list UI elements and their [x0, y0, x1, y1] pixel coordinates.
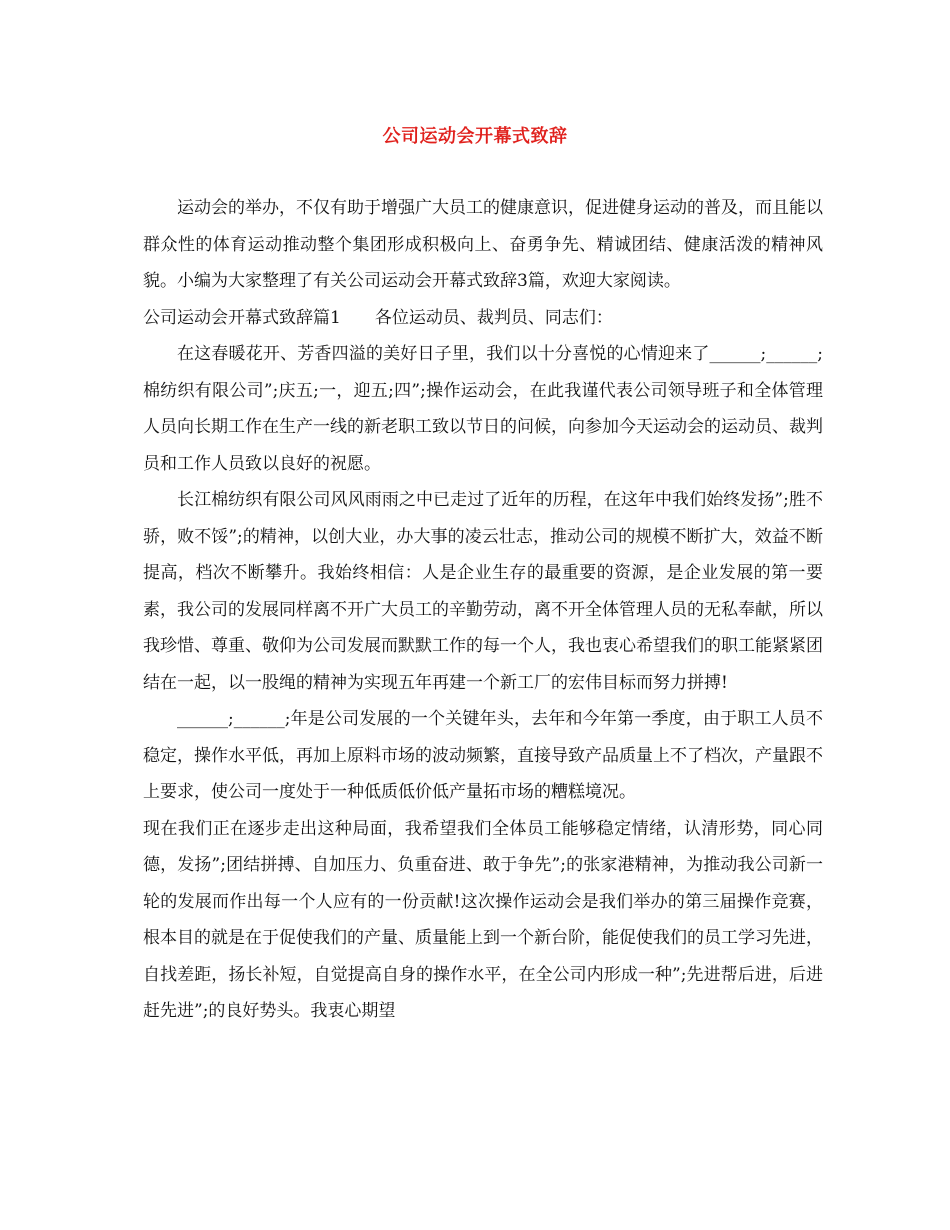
body-paragraph: 长江棉纺织有限公司风风雨雨之中已走过了近年的历程，在这年中我们始终发扬”;胜不骄，败不馁”;的精神，以创大业，办大事的凌云壮志，推动公司的规模不断扩大，效益不断提高，档次不断攀升。我始终相信：人是企业生存的最重要的资源，是企业发展的第一要素，我公司的发展同样离不开广大员工的辛勤劳动，离不开全体管理人员的无私奉献，所以我珍惜、尊重、敬仰为公司发展而默默工作的每一个人，我也衷心希望我们的职工能紧紧团结在一起，以一股绳的精神为实现五年再建一个新工厂的宏伟目标而努力拼搏!	[143, 490, 823, 693]
body-paragraph: 在这春暖花开、芳香四溢的美好日子里，我们以十分喜悦的心情迎来了______;______;棉纺织有限公司”;庆五;一，迎五;四”;操作运动会，在此我谨代表公司领导班子和全体管理人员向长期工作在生产一线的新老职工致以节日的问候，向参加今天运动会的运动员、裁判员和工作人员致以良好的祝愿。	[143, 344, 823, 474]
document-title: 公司运动会开幕式致辞	[382, 126, 568, 147]
body-paragraph: 现在我们正在逐步走出这种局面，我希望我们全体员工能够稳定情绪，认清形势，同心同德，发扬”;团结拼搏、自加压力、负重奋进、敢于争先”;的张家港精神，为推动我公司新一轮的发展而作出每一个人应有的一份贡献!这次操作运动会是我们举办的第三届操作竞赛，根本目的就是在于促使我们的产量、质量能上到一个新台阶，能促使我们的员工学习先进，自找差距，扬长补短，自觉提高自身的操作水平，在全公司内形成一种”;先进帮后进，后进赶先进”;的良好势头。我衷心期望	[143, 818, 823, 1021]
document-body	[143, 190, 823, 1030]
body-paragraph: ______;______;年是公司发展的一个关键年头，去年和今年第一季度，由于职工人员不稳定，操作水平低，再加上原料市场的波动频繁，直接导致产品质量上不了档次，产量跟不上要求，使公司一度处于一种低质低价低产量拓市场的糟糕境况。	[143, 709, 823, 802]
section-heading-line: 公司运动会开幕式致辞篇1 各位运动员、裁判员、同志们：	[143, 307, 613, 328]
intro-paragraph: 运动会的举办，不仅有助于增强广大员工的健康意识，促进健身运动的普及，而且能以群众性的体育运动推动整个集团形成积极向上、奋勇争先、精诚团结、健康活泼的精神风貌。小编为大家整理了有关公司运动会开幕式致辞3篇，欢迎大家阅读。	[143, 198, 823, 291]
